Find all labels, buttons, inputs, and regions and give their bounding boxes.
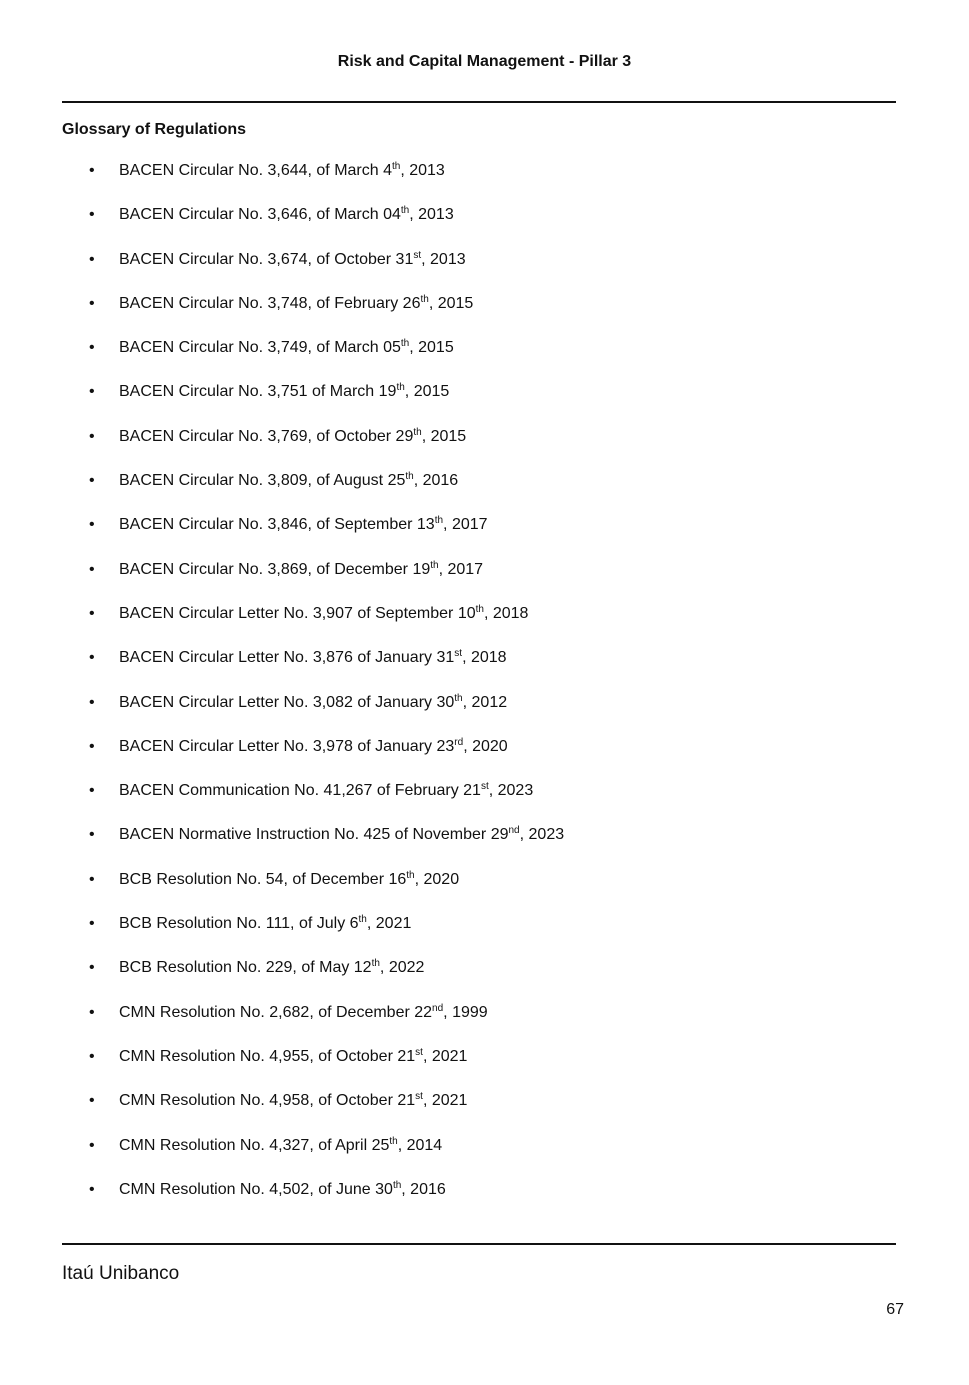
bullet-icon: •	[89, 472, 95, 490]
regulation-text	[119, 1088, 467, 1114]
regulation-year: , 2018	[483, 604, 529, 622]
ordinal-suffix: th	[430, 559, 439, 571]
regulation-year: , 2018	[462, 649, 507, 667]
regulation-year: , 1999	[443, 1003, 488, 1021]
bullet-icon: •	[89, 693, 95, 711]
bullet-icon: •	[89, 1047, 95, 1065]
regulation-year: , 2022	[379, 959, 425, 977]
regulation-text	[119, 468, 458, 494]
ordinal-suffix: th	[392, 1179, 402, 1191]
regulation-year: , 2017	[438, 560, 484, 578]
section-heading: Glossary of Regulations	[62, 121, 247, 138]
bullet-icon: •	[89, 959, 95, 977]
bullet-icon: •	[89, 250, 95, 268]
regulation-text	[119, 734, 508, 760]
regulation-year: , 2021	[366, 915, 412, 933]
bullet-icon: •	[89, 206, 95, 224]
ordinal-suffix: th	[371, 958, 380, 970]
regulation-name: BACEN Communication No. 41,267 of February 21	[119, 782, 481, 800]
regulation-year: , 2021	[422, 1047, 468, 1065]
regulation-text	[119, 867, 459, 893]
regulation-name: BACEN Circular Letter No. 3,978 of January 23	[119, 737, 455, 755]
regulation-text	[119, 911, 411, 937]
regulation-text	[119, 379, 449, 405]
ordinal-suffix: th	[475, 603, 484, 615]
ordinal-suffix: th	[413, 426, 422, 438]
regulation-text	[119, 690, 507, 716]
bullet-icon: •	[89, 649, 95, 667]
regulation-year: , 2012	[462, 693, 508, 711]
ordinal-suffix: st	[454, 648, 463, 660]
ordinal-suffix: th	[389, 1135, 398, 1147]
ordinal-suffix: nd	[432, 1002, 444, 1014]
regulation-year: , 2015	[428, 294, 474, 312]
regulation-year: , 2017	[443, 516, 488, 534]
regulation-year: , 2015	[404, 383, 450, 401]
regulation-text	[119, 158, 445, 184]
regulation-name: BACEN Circular No. 3,646, of March 04	[119, 206, 401, 224]
regulation-name: BCB Resolution No. 229, of May 12	[119, 959, 372, 977]
regulation-name: BCB Resolution No. 111, of July 6	[119, 915, 359, 933]
regulation-name: CMN Resolution No. 2,682, of December 22	[119, 1003, 433, 1021]
regulation-year: , 2020	[463, 737, 508, 755]
regulation-text	[119, 645, 507, 671]
regulation-name: BACEN Circular No. 3,644, of March 4	[119, 162, 392, 179]
regulation-text	[119, 202, 454, 228]
regulation-name: BACEN Circular No. 3,751 of March 19	[119, 383, 397, 401]
regulation-text	[119, 778, 533, 804]
ordinal-suffix: th	[358, 914, 367, 926]
regulation-name: CMN Resolution No. 4,502, of June 30	[119, 1180, 393, 1198]
regulation-text	[119, 247, 466, 273]
bullet-icon: •	[89, 560, 95, 578]
bullet-icon: •	[89, 1092, 95, 1110]
regulation-name: BCB Resolution No. 54, of December 16	[119, 870, 407, 888]
ordinal-suffix: st	[480, 781, 489, 793]
regulation-name: BACEN Circular No. 3,809, of August 25	[119, 472, 406, 490]
ordinal-suffix: st	[415, 1046, 423, 1058]
bullet-icon: •	[89, 1136, 95, 1154]
regulation-name: BACEN Circular No. 3,869, of December 19	[119, 560, 431, 578]
ordinal-suffix: th	[400, 205, 410, 217]
regulation-name: BACEN Circular No. 3,769, of October 29	[119, 427, 414, 445]
regulation-year: , 2013	[409, 206, 454, 224]
bullet-icon: •	[89, 1180, 95, 1198]
ordinal-suffix: th	[396, 382, 405, 394]
regulation-name: BACEN Normative Instruction No. 425 of November 29	[119, 826, 509, 844]
regulation-name: BACEN Circular No. 3,748, of February 26	[119, 294, 421, 312]
regulation-name: CMN Resolution No. 4,955, of October 21	[119, 1047, 416, 1065]
regulation-year: , 2015	[409, 339, 454, 357]
regulation-text	[119, 291, 473, 317]
regulation-text	[119, 601, 528, 627]
bullet-icon: •	[89, 782, 95, 800]
regulation-text	[119, 512, 488, 538]
bullet-icon: •	[89, 1003, 95, 1021]
header-divider	[62, 101, 896, 103]
bullet-icon: •	[89, 604, 95, 622]
ordinal-suffix: nd	[508, 825, 520, 837]
regulation-text	[119, 424, 466, 450]
regulation-name: BACEN Circular No. 3,846, of September 13	[119, 516, 435, 534]
regulation-name: CMN Resolution No. 4,327, of April 25	[119, 1136, 390, 1154]
regulation-text	[119, 557, 483, 583]
regulation-year: , 2014	[397, 1136, 443, 1154]
bullet-icon: •	[89, 427, 95, 445]
regulation-name: BACEN Circular No. 3,749, of March 05	[119, 339, 401, 357]
bullet-icon: •	[89, 826, 95, 844]
regulation-text	[119, 1133, 442, 1159]
ordinal-suffix: st	[415, 1091, 423, 1103]
regulation-year: , 2015	[421, 427, 467, 445]
regulation-year: , 2021	[422, 1092, 468, 1110]
ordinal-suffix: th	[405, 471, 414, 483]
ordinal-suffix: th	[420, 293, 429, 305]
footer-divider	[62, 1243, 896, 1245]
regulation-name: BACEN Circular No. 3,674, of October 31	[119, 250, 414, 268]
regulation-name: BACEN Circular Letter No. 3,876 of January 31	[119, 649, 455, 667]
regulation-year: , 2013	[400, 162, 445, 179]
regulation-text	[119, 955, 424, 981]
bullet-icon: •	[89, 383, 95, 401]
regulation-year: , 2023	[519, 826, 565, 844]
bullet-icon: •	[89, 516, 95, 534]
footer-company-name: Itaú Unibanco	[62, 1263, 180, 1284]
regulation-name: CMN Resolution No. 4,958, of October 21	[119, 1092, 416, 1110]
page-number: 67	[886, 1301, 904, 1318]
regulation-year: , 2016	[401, 1180, 446, 1198]
ordinal-suffix: th	[392, 161, 401, 172]
bullet-icon: •	[89, 339, 95, 357]
regulation-year: , 2013	[421, 250, 466, 268]
bullet-icon: •	[89, 915, 95, 933]
regulation-year: , 2020	[414, 870, 460, 888]
bullet-icon: •	[89, 162, 95, 179]
ordinal-suffix: st	[413, 249, 422, 261]
bullet-icon: •	[89, 294, 95, 312]
document-title: Risk and Capital Management - Pillar 3	[337, 53, 632, 70]
regulation-name: BACEN Circular Letter No. 3,907 of September 10	[119, 604, 476, 622]
regulation-year: , 2023	[488, 782, 534, 800]
regulation-text	[119, 1044, 467, 1070]
regulation-text	[119, 822, 564, 848]
ordinal-suffix: rd	[454, 736, 464, 748]
regulation-year: , 2016	[413, 472, 459, 490]
bullet-icon: •	[89, 870, 95, 888]
regulation-text	[119, 1177, 446, 1203]
ordinal-suffix: th	[434, 515, 444, 527]
bullet-icon: •	[89, 737, 95, 755]
regulation-text	[119, 335, 454, 361]
ordinal-suffix: th	[406, 869, 415, 881]
regulation-text	[119, 1000, 488, 1026]
regulation-name: BACEN Circular Letter No. 3,082 of January 30	[119, 693, 455, 711]
ordinal-suffix: th	[454, 692, 463, 704]
ordinal-suffix: th	[400, 338, 410, 350]
